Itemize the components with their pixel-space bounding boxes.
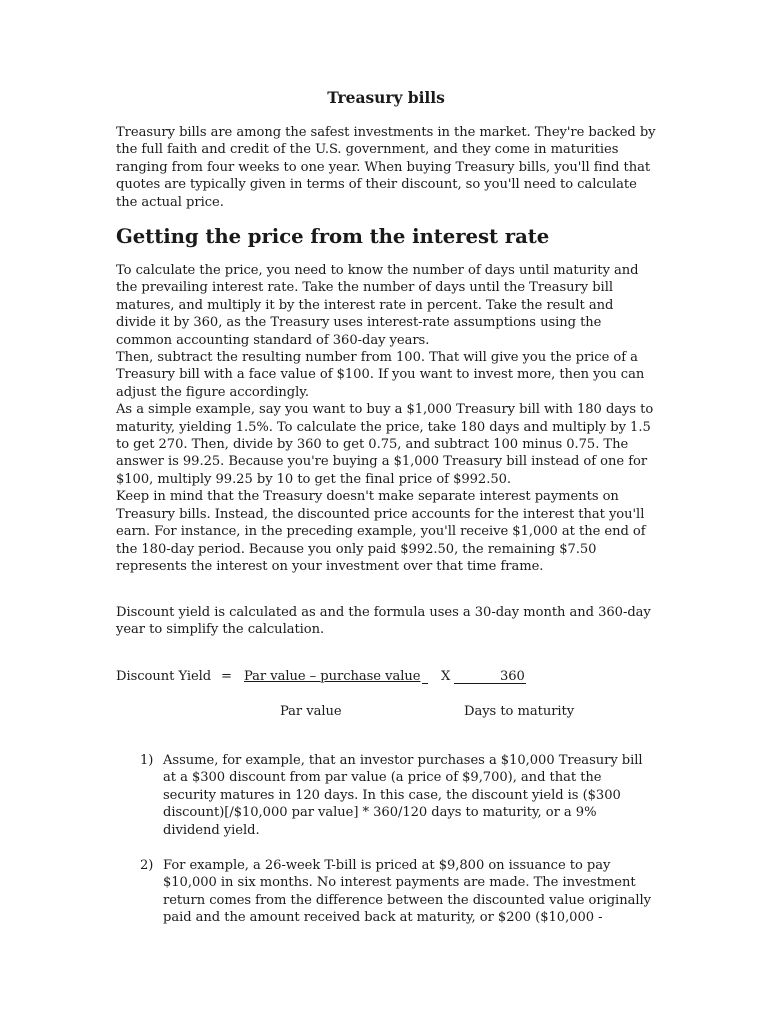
- section-heading: Getting the price from the interest rate: [116, 225, 550, 248]
- discount-yield-paragraph: Discount yield is calculated as and the formula uses a 30-day month and 360-day year to simplify the calculation.: [116, 605, 651, 638]
- section-body: [116, 262, 656, 575]
- intro-paragraph: Treasury bills are among the safest investments in the market. They're backed by the full faith and credit of the U.S. government, and they come in maturities ranging from four weeks to one year. When buying Treasury bills, you'll find that quotes are typically given in terms of their discount, so you'll need to calculate the actual price.: [116, 125, 656, 210]
- formula-label: Discount Yield: [116, 669, 212, 684]
- body-paragraph: Keep in mind that the Treasury doesn't make separate interest payments on Treasury bills. Instead, the discounted price accounts for the interest that you'll earn. For instance, in the preceding example, you'll receive $1,000 at the end of the 180-day period. Because you only paid $992.50, the remaining $7.50 represents the interest on your investment over that time frame.: [116, 489, 646, 574]
- formula-numerator: Par value – purchase value: [244, 669, 421, 684]
- formula-denominator-par: Par value: [280, 704, 342, 719]
- page-title: Treasury bills: [327, 88, 445, 107]
- formula-equals: =: [221, 669, 232, 684]
- formula-denominator-days: Days to maturity: [464, 704, 575, 719]
- list-item: [116, 857, 651, 927]
- formula-underline-gap: [422, 668, 428, 684]
- list-item-text: For example, a 26-week T-bill is priced at $9,800 on issuance to pay $10,000 in six months. No interest payments are made. The investment return comes from the difference between the discounted value originally paid and the amount received back at maturity, or $200 ($10,000 -: [163, 858, 651, 926]
- formula-times: X: [441, 669, 451, 684]
- list-item-number: 1): [140, 753, 154, 768]
- body-paragraph: To calculate the price, you need to know the number of days until maturity and the prevailing interest rate. Take the number of days until the Treasury bill matures, and multiply it by the interest rate in percent. Take the result and divide it by 360, as the Treasury uses interest-rate assumptions using the common accounting standard of 360-day years.: [116, 263, 639, 348]
- formula-denominators: [116, 703, 656, 723]
- formula-days-numerator: 360: [500, 669, 525, 684]
- list-item-text: Assume, for example, that an investor purchases a $10,000 Treasury bill at a $300 discount from par value (a price of $9,700), and that the security matures in 120 days. In this case, the discount yield is ($300 discount)[/$10,000 par value] * 360/120 days to maturity, or a 9% dividend yield.: [163, 753, 643, 838]
- examples-list: [116, 752, 656, 945]
- discount-yield-formula: [116, 668, 656, 688]
- list-item-number: 2): [140, 858, 154, 874]
- body-paragraph: Then, subtract the resulting number from 100. That will give you the price of a Treasury bill with a face value of $100. If you want to invest more, then you can adjust the figure accordingly.: [116, 350, 645, 400]
- body-paragraph: As a simple example, say you want to buy a $1,000 Treasury bill with 180 days to maturity, yielding 1.5%. To calculate the price, take 180 days and multiply by 1.5 to get 270. Then, divide by 360 to get 0.75, and subtract 100 minus 0.75. The answer is 99.25. Because you're buying a $1,000 Treasury bill instead of one for $100, multiply 99.25 by 10 to get the final price of $992.50.: [116, 402, 654, 487]
- list-item: [116, 752, 651, 839]
